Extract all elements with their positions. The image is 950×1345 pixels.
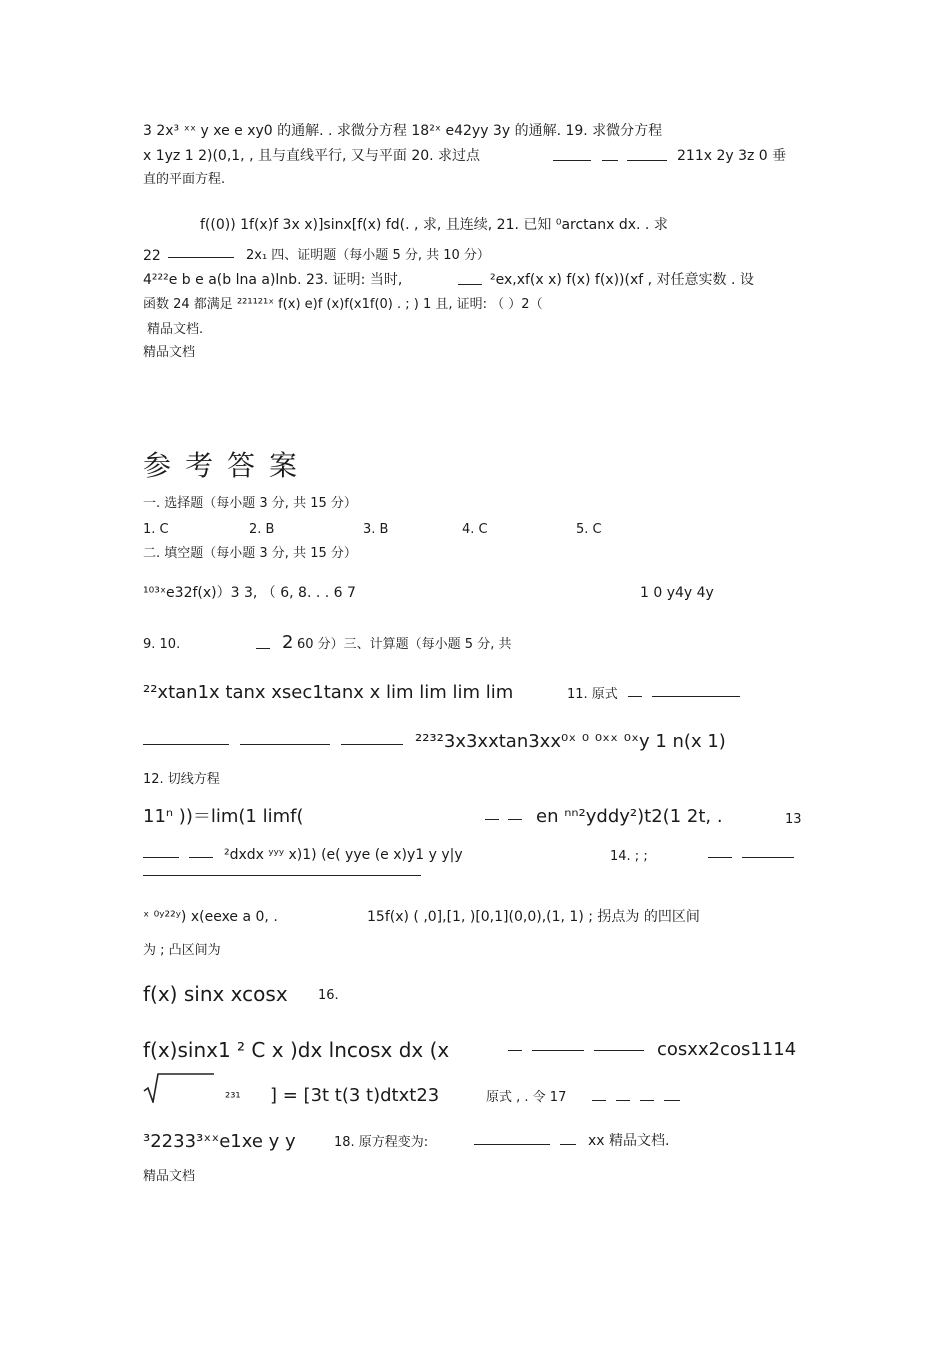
text-line: xx 精品文档. bbox=[588, 1133, 670, 1149]
text-line: 18. 原方程变为: bbox=[334, 1135, 429, 1150]
text-line: 一. 选择题（每小题 3 分, 共 15 分） bbox=[143, 496, 357, 511]
answer-item: 1. C bbox=[143, 522, 169, 537]
text-line: ] = [3t t(3 t)dtxt23 bbox=[270, 1085, 440, 1106]
text-line: 为 ; 凸区间为 bbox=[143, 943, 221, 958]
text-line: cosxx2cos1114 bbox=[657, 1039, 797, 1060]
text-line: f((0)) 1f(x)f 3x x)]sinx[f(x) fd(. , 求, 且连续, 21. 已知 ⁰arctanx dx. . 求 bbox=[200, 217, 668, 233]
text-line: x 1yz 1 2)(0,1, , 且与直线平行, 又与平面 20. 求过点 bbox=[143, 148, 481, 164]
text-line: 1 0 y4y 4y bbox=[640, 585, 714, 601]
answer-item: 3. B bbox=[363, 522, 389, 537]
text-line: en ⁿⁿ²yddy²)t2(1 2t, . bbox=[536, 806, 723, 827]
text-line: 9. 10. bbox=[143, 637, 181, 652]
text-line: 13 bbox=[785, 812, 802, 827]
text-line: 4²²²e b e a(b lna a)lnb. 23. 证明: 当时, bbox=[143, 272, 403, 288]
text-line: f(x)sinx1 ² C x )dx lncosx dx (x bbox=[143, 1038, 450, 1062]
text-line: 3 2x³ ˣˣ y xe e xy0 的通解. . 求微分方程 18²ˣ e42yy 3y 的通解. 19. 求微分方程 bbox=[143, 123, 663, 139]
fraction-bar bbox=[594, 1050, 644, 1051]
fraction-bar bbox=[602, 160, 618, 161]
text-line: f(x) sinx xcosx bbox=[143, 982, 288, 1006]
fraction-bar bbox=[592, 1100, 606, 1101]
text-line: 16. bbox=[318, 988, 339, 1003]
fraction-bar bbox=[742, 857, 794, 858]
fraction-bar bbox=[664, 1100, 680, 1101]
text-line: 原式 , . 令 17 bbox=[486, 1090, 567, 1105]
fraction-bar bbox=[485, 819, 499, 820]
fraction-bar bbox=[240, 744, 330, 745]
fraction-bar bbox=[189, 857, 213, 858]
text-line: ²²xtan1x tanx xsec1tanx x lim lim lim lim bbox=[143, 682, 514, 703]
section-heading: 参考答案 bbox=[143, 449, 312, 482]
fraction-bar bbox=[143, 875, 421, 876]
answer-item: 4. C bbox=[462, 522, 488, 537]
text-line: ²³¹ bbox=[225, 1091, 241, 1106]
fraction-bar bbox=[168, 257, 234, 258]
text-line: 精品文档 bbox=[143, 1169, 196, 1184]
text-line: ²ex,xf(x x) f(x) f(x))(xf , 对任意实数 . 设 bbox=[490, 272, 754, 288]
fraction-bar bbox=[341, 744, 403, 745]
fraction-bar bbox=[640, 1100, 654, 1101]
answer-item: 2. B bbox=[249, 522, 275, 537]
fraction-bar bbox=[532, 1050, 584, 1051]
fraction-bar bbox=[508, 819, 522, 820]
text-line: 11ⁿ ))＝lim(1 limf( bbox=[143, 806, 304, 827]
text-line: 精品文档 bbox=[143, 345, 196, 360]
answer-item: 5. C bbox=[576, 522, 602, 537]
text-line: ²dxdx ʸʸʸ x)1) (e( yye (e x)y1 y y|y bbox=[224, 847, 463, 863]
text-line: 12. 切线方程 bbox=[143, 772, 220, 787]
fraction-bar bbox=[652, 696, 740, 697]
fraction-bar bbox=[508, 1050, 522, 1051]
text-line: ¹⁰³ˣe32f(x)）3 3, （ 6, 8. . . 6 7 bbox=[143, 585, 356, 601]
text-line: ˣ ⁰ʸ²²ʸ) x(eexe a 0, . bbox=[143, 909, 278, 925]
fraction-bar bbox=[627, 160, 667, 161]
text-line: 11. 原式 bbox=[567, 687, 618, 702]
text-line: ³2233³ˣˣe1xe y y bbox=[143, 1131, 296, 1152]
text-line: 二. 填空题（每小题 3 分, 共 15 分） bbox=[143, 546, 357, 561]
fraction-bar bbox=[560, 1144, 576, 1145]
square-root-symbol bbox=[143, 1073, 215, 1103]
fraction-bar bbox=[708, 857, 732, 858]
text-line: 15f(x) ( ,0],[1, )[0,1](0,0),(1, 1) ; 拐点为 的凹区间 bbox=[367, 909, 700, 925]
text-line: 211x 2y 3z 0 垂 bbox=[677, 148, 787, 164]
text-line: 22 bbox=[143, 248, 161, 264]
text-line: 14. ; ; bbox=[610, 849, 648, 864]
text-line: 直的平面方程. bbox=[143, 172, 226, 187]
text-line: ²²³²3x3xxtan3xx⁰ˣ ⁰ ⁰ˣˣ ⁰ˣy 1 n(x 1) bbox=[415, 731, 726, 752]
fraction-bar bbox=[256, 648, 270, 649]
fraction-bar bbox=[143, 744, 229, 745]
fraction-bar bbox=[474, 1144, 550, 1145]
text-line: 函数 24 都满足 ²²¹¹²¹ˣ f(x) e)f (x)f(x1f(0) . ; ) 1 且, 证明: （ ）2（ bbox=[143, 297, 543, 312]
text-line: 2 bbox=[282, 632, 294, 653]
fraction-bar bbox=[616, 1100, 630, 1101]
text-line: 2x₁ 四、证明题（每小题 5 分, 共 10 分） bbox=[246, 248, 490, 263]
fraction-bar bbox=[628, 696, 642, 697]
fraction-bar bbox=[143, 857, 179, 858]
text-line: 精品文档. bbox=[147, 322, 204, 337]
fraction-bar bbox=[458, 284, 482, 285]
fraction-bar bbox=[553, 160, 591, 161]
text-line: 60 分）三、计算题（每小题 5 分, 共 bbox=[297, 637, 512, 652]
